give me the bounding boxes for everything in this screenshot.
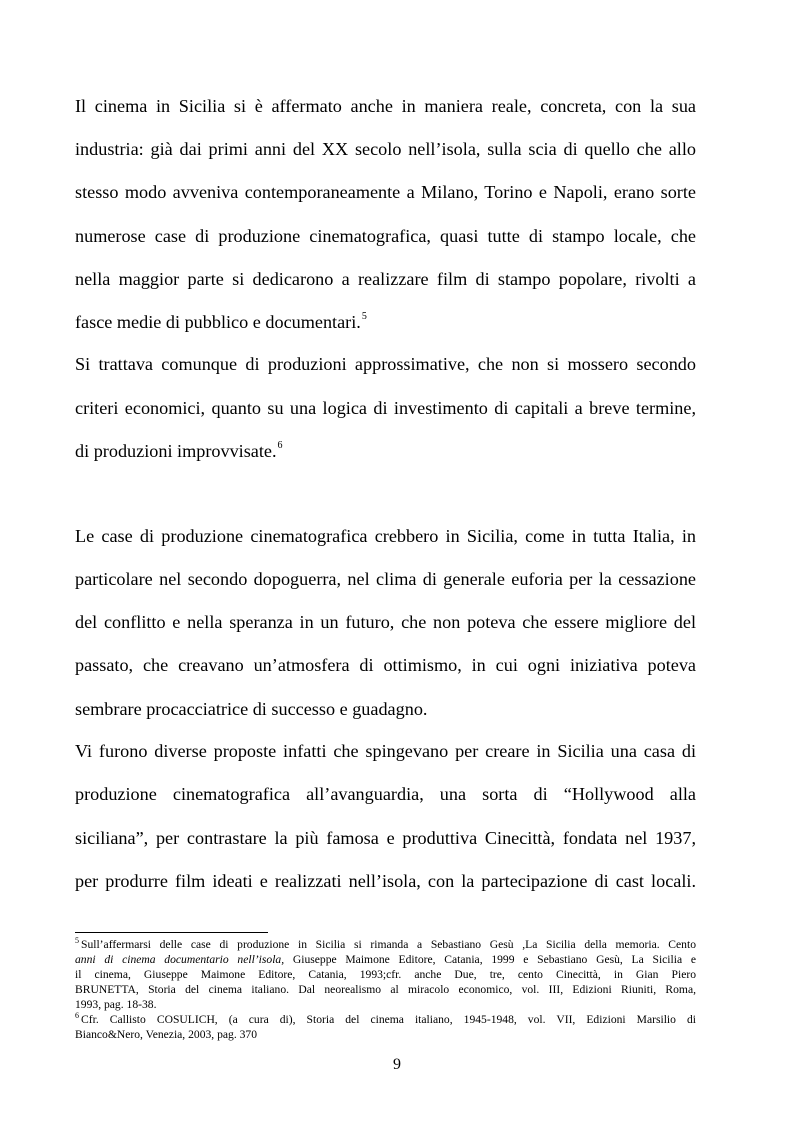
paragraph-4-line-1: Vi furono diverse proposte infatti che spingevano per creare in Sicilia una casa di bbox=[75, 741, 696, 761]
paragraph-1-line-6 bbox=[75, 310, 696, 338]
footnote-5-line-4: BRUNETTA, Storia del cinema italiano. Dal neorealismo al miracolo economico, vol. III, Edizioni Riuniti, Roma, bbox=[75, 983, 696, 996]
footnote-5-text-2: Giuseppe Maimone Editore, Catania, 1999 e Sebastiano Gesù, La Sicilia e bbox=[284, 953, 696, 966]
footnote-5-line-1 bbox=[75, 937, 696, 953]
paragraph-2-line-3 bbox=[75, 439, 696, 467]
footnote-5-number: 5 bbox=[75, 936, 79, 945]
footnote-6-text-1: Cfr. Callisto COSULICH, (a cura di), Storia del cinema italiano, 1945-1948, vol. VII, Edizioni Marsilio di bbox=[81, 1013, 696, 1026]
footnote-separator bbox=[75, 932, 268, 933]
footnote-5-line-2 bbox=[75, 952, 696, 967]
paragraph-1-line-2: industria: già dai primi anni del XX secolo nell’isola, sulla scia di quello che allo bbox=[75, 139, 696, 159]
paragraph-3-line-5: sembrare procacciatrice di successo e guadagno. bbox=[75, 699, 428, 719]
paragraph-1-line-4: numerose case di produzione cinematografica, quasi tutte di stampo locale, che bbox=[75, 226, 696, 246]
paragraph-3-line-3: del conflitto e nella speranza in un futuro, che non poteva che essere migliore del bbox=[75, 612, 696, 632]
paragraph-4-line-3: siciliana”, per contrastare la più famosa e produttiva Cinecittà, fondata nel 1937, bbox=[75, 828, 696, 848]
paragraph-2-line-3-text: di produzioni improvvisate. bbox=[75, 441, 277, 461]
footnote-6-line-1 bbox=[75, 1012, 696, 1028]
paragraph-3-line-4: passato, che creavano un’atmosfera di ottimismo, in cui ogni iniziativa poteva bbox=[75, 655, 696, 675]
paragraph-4-line-4: per produrre film ideati e realizzati nell’isola, con la partecipazione di cast locali. bbox=[75, 871, 696, 891]
paragraph-1-line-6-text: fasce medie di pubblico e documentari. bbox=[75, 312, 361, 332]
paragraph-1-line-1: Il cinema in Sicilia si è affermato anche in maniera reale, concreta, con la sua bbox=[75, 96, 696, 116]
paragraph-2-line-1: Si trattava comunque di produzioni approssimative, che non si mossero secondo bbox=[75, 354, 696, 374]
footnote-5-line-3: il cinema, Giuseppe Maimone Editore, Catania, 1993;cfr. anche Due, tre, cento Cinecittà, in Gian Piero bbox=[75, 968, 696, 981]
footnote-ref-6[interactable]: 6 bbox=[277, 440, 283, 451]
footnote-ref-5[interactable]: 5 bbox=[361, 311, 367, 322]
paragraph-2-line-2: criteri economici, quanto su una logica di investimento di capitali a breve termine, bbox=[75, 398, 696, 418]
footnote-5-line-5: 1993, pag. 18-38. bbox=[75, 998, 157, 1011]
footnote-6-number: 6 bbox=[75, 1011, 79, 1020]
paragraph-4-line-2: produzione cinematografica all’avanguardia, una sorta di “Hollywood alla bbox=[75, 784, 696, 804]
page-number: 9 bbox=[393, 1056, 401, 1073]
footnote-5-text-1: Sull’affermarsi delle case di produzione in Sicilia si rimanda a Sebastiano Gesù ,La Sicilia della memoria. Cento bbox=[81, 938, 696, 951]
paragraph-1-line-5: nella maggior parte si dedicarono a realizzare film di stampo popolare, rivolti a bbox=[75, 269, 696, 289]
paragraph-3-line-2: particolare nel secondo dopoguerra, nel clima di generale euforia per la cessazione bbox=[75, 569, 696, 589]
paragraph-3-line-1: Le case di produzione cinematografica crebbero in Sicilia, come in tutta Italia, in bbox=[75, 526, 696, 546]
footnote-6-line-2: Bianco&Nero, Venezia, 2003, pag. 370 bbox=[75, 1028, 258, 1041]
paragraph-1-line-3: stesso modo avveniva contemporaneamente a Milano, Torino e Napoli, erano sorte bbox=[75, 182, 696, 202]
footnote-5-italic-title: anni di cinema documentario nell’isola, bbox=[75, 953, 285, 966]
